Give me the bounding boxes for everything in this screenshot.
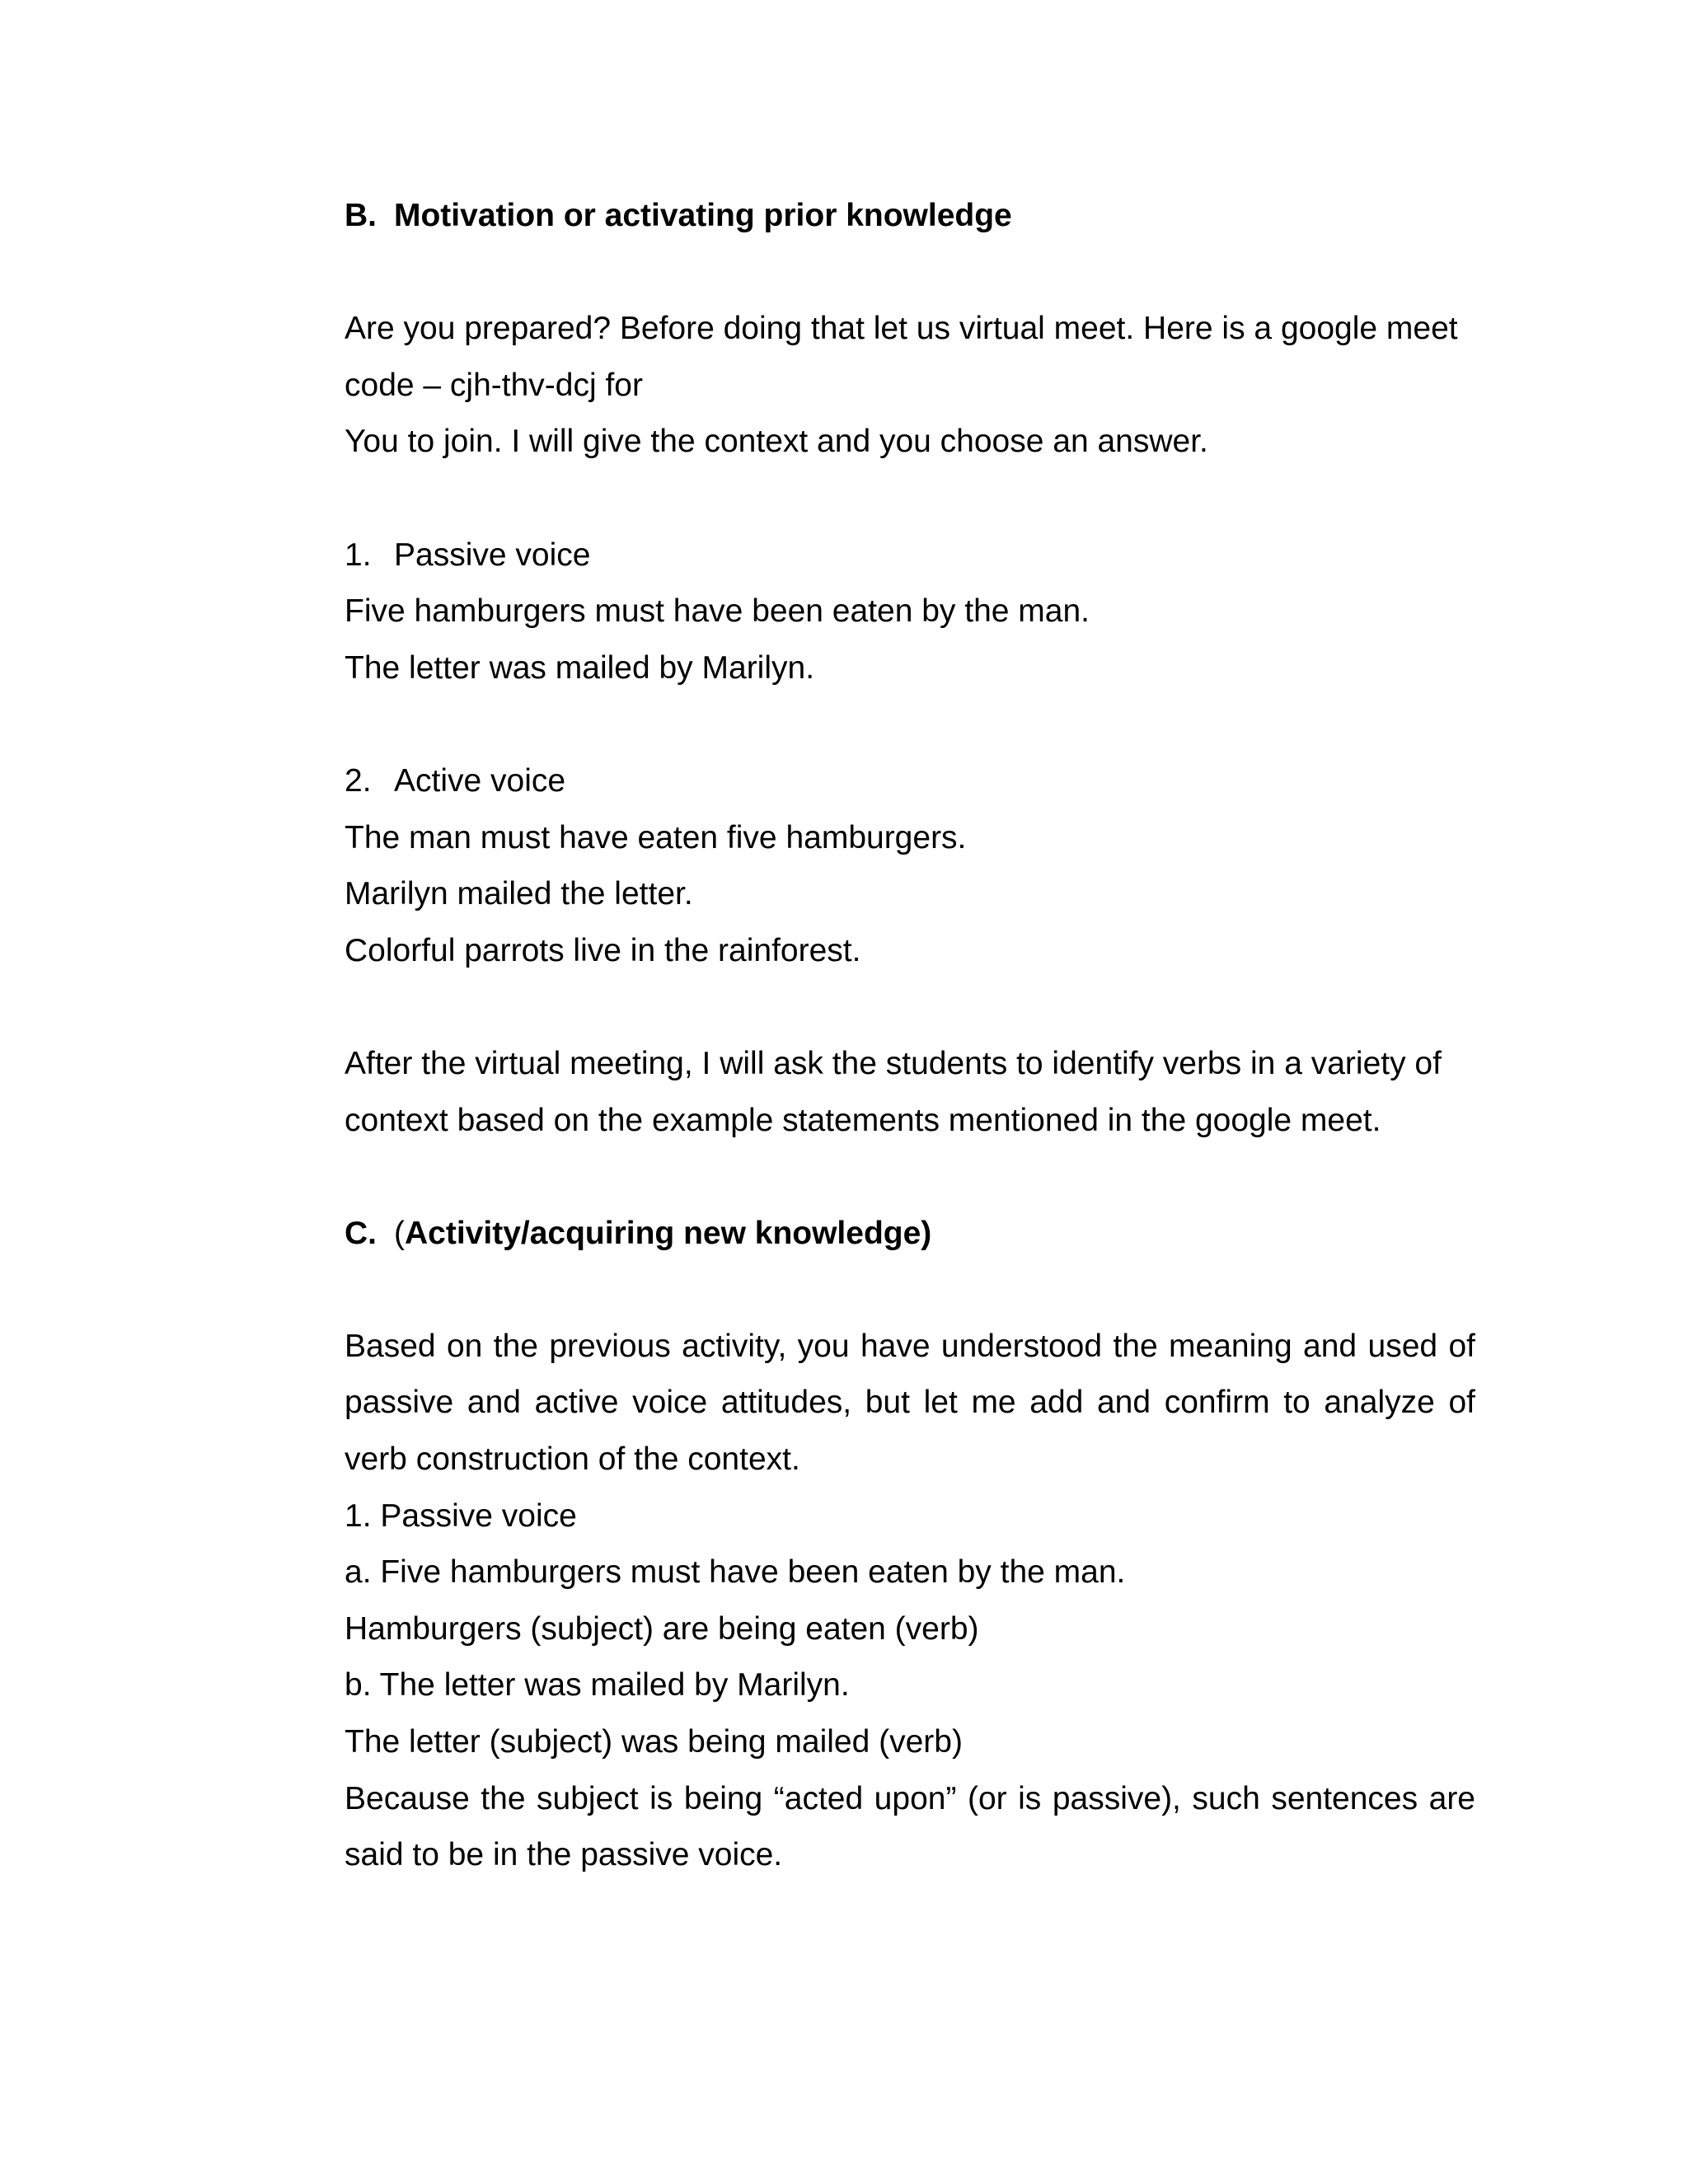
example-sentence: Five hamburgers must have been eaten by the man. xyxy=(345,593,1090,630)
paragraph-line-3: verb construction of the context. xyxy=(345,1441,800,1478)
closing-line-2: context based on the example statements mentioned in the google meet. xyxy=(345,1102,1381,1138)
spacer xyxy=(345,1262,1475,1319)
section-c-paren: ( xyxy=(394,1215,405,1251)
section-b-letter: B. xyxy=(345,198,377,233)
analysis-line: b. The letter was mailed by Marilyn. xyxy=(345,1667,850,1704)
final-line-2: said to be in the passive voice. xyxy=(345,1837,783,1873)
analysis-line: a. Five hamburgers must have been eaten by the man. xyxy=(345,1554,1126,1591)
list-item-active-voice xyxy=(345,753,1475,810)
spacer xyxy=(345,471,1475,527)
paragraph-line-2: passive and active voice attitudes, but let me add and confirm to analyze of xyxy=(345,1385,1475,1421)
intro-line-3: You to join. I will give the context and you choose an answer. xyxy=(345,424,1208,460)
analysis-line: Hamburgers (subject) are being eaten (verb) xyxy=(345,1610,979,1647)
analysis-line: 1. Passive voice xyxy=(345,1497,577,1534)
section-c-heading xyxy=(345,1206,1475,1263)
analysis-line: The letter (subject) was being mailed (verb) xyxy=(345,1724,963,1760)
spacer xyxy=(345,979,1475,1036)
spacer xyxy=(345,1149,1475,1206)
list-number: 2. xyxy=(345,762,372,799)
example-sentence: The letter was mailed by Marilyn. xyxy=(345,649,815,686)
list-item-passive-voice xyxy=(345,527,1475,584)
closing-line-1: After the virtual meeting, I will ask the students to identify verbs in a variety of xyxy=(345,1045,1442,1081)
list-label: Active voice xyxy=(394,762,566,799)
section-c-letter: C. xyxy=(345,1215,377,1251)
document-body xyxy=(345,188,1475,1884)
final-line-1: Because the subject is being “acted upon” (or is passive), such sentences are xyxy=(345,1780,1475,1816)
example-sentence: The man must have eaten five hamburgers. xyxy=(345,819,967,855)
list-number: 1. xyxy=(345,537,372,573)
spacer xyxy=(345,696,1475,753)
section-b-heading xyxy=(345,188,1475,245)
example-sentence: Colorful parrots live in the rainforest. xyxy=(345,932,861,968)
example-sentence: Marilyn mailed the letter. xyxy=(345,876,693,912)
section-c-title: Activity/acquiring new knowledge) xyxy=(405,1215,932,1251)
section-b-title: Motivation or activating prior knowledge xyxy=(394,198,1012,233)
intro-line-2: code – cjh-thv-dcj for xyxy=(345,367,643,403)
list-label: Passive voice xyxy=(394,537,591,573)
intro-line-1: Are you prepared? Before doing that let us virtual meet. Here is a google meet xyxy=(345,311,1458,347)
paragraph-line-1: Based on the previous activity, you have understood the meaning and used of xyxy=(345,1328,1475,1364)
spacer xyxy=(345,245,1475,302)
